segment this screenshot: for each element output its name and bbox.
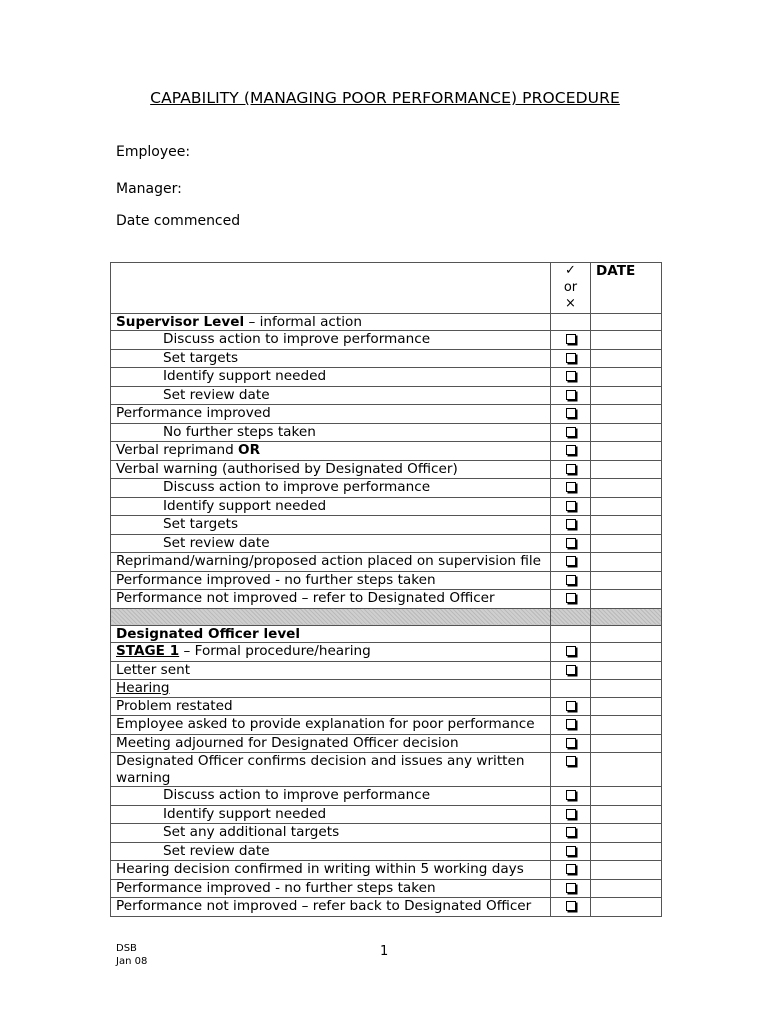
checkbox-icon[interactable] bbox=[566, 519, 576, 529]
step-label-segment: – Formal procedure/hearing bbox=[179, 643, 371, 659]
step-label-cell bbox=[111, 534, 551, 553]
date-cell[interactable] bbox=[591, 643, 662, 662]
step-label: Discuss action to improve performance bbox=[163, 331, 431, 347]
table-row bbox=[111, 460, 662, 479]
checkbox-icon[interactable] bbox=[566, 334, 576, 344]
date-cell[interactable] bbox=[591, 590, 662, 609]
checkbox-icon[interactable] bbox=[566, 883, 576, 893]
date-cell[interactable] bbox=[591, 879, 662, 898]
step-label-cell bbox=[111, 734, 551, 753]
tick-cell bbox=[551, 661, 591, 680]
date-cell[interactable] bbox=[591, 625, 662, 643]
step-label-segment: STAGE 1 bbox=[116, 643, 180, 659]
date-commenced-label: Date commenced bbox=[116, 213, 241, 229]
step-label: Hearing bbox=[116, 680, 170, 696]
checkbox-icon[interactable] bbox=[566, 353, 576, 363]
date-cell[interactable] bbox=[591, 405, 662, 424]
date-cell[interactable] bbox=[591, 697, 662, 716]
step-label: Set targets bbox=[163, 516, 239, 532]
table-row bbox=[111, 534, 662, 553]
checkbox-icon[interactable] bbox=[566, 846, 576, 856]
tick-cell bbox=[551, 349, 591, 368]
tick-cell bbox=[551, 625, 591, 643]
tick-cell bbox=[551, 516, 591, 535]
table-row bbox=[111, 331, 662, 350]
table-row bbox=[111, 753, 662, 787]
table-row bbox=[111, 590, 662, 609]
tick-cell bbox=[551, 331, 591, 350]
step-label-cell bbox=[111, 625, 551, 643]
checkbox-icon[interactable] bbox=[566, 701, 576, 711]
table-row bbox=[111, 824, 662, 843]
step-label: No further steps taken bbox=[163, 423, 316, 440]
step-label-cell bbox=[111, 787, 551, 806]
step-label-cell bbox=[111, 805, 551, 824]
step-label: Performance improved - no further steps taken bbox=[116, 879, 436, 896]
tick-cell bbox=[551, 824, 591, 843]
step-label: Discuss action to improve performance bbox=[163, 787, 431, 803]
date-cell[interactable] bbox=[591, 497, 662, 516]
table-row bbox=[111, 405, 662, 424]
table-row bbox=[111, 571, 662, 590]
step-label-cell bbox=[111, 571, 551, 590]
checkbox-icon[interactable] bbox=[566, 827, 576, 837]
tick-cell bbox=[551, 716, 591, 735]
date-cell[interactable] bbox=[591, 787, 662, 806]
step-label-cell bbox=[111, 661, 551, 680]
step-label-cell bbox=[111, 423, 551, 442]
checkbox-icon[interactable] bbox=[566, 575, 576, 585]
table-row bbox=[111, 661, 662, 680]
footer-date: Jan 08 bbox=[116, 956, 148, 967]
step-label: Performance not improved – refer to Designated Officer bbox=[116, 590, 495, 606]
tick-cell bbox=[551, 405, 591, 424]
date-cell[interactable] bbox=[591, 386, 662, 405]
table-row bbox=[111, 787, 662, 806]
tick-cell bbox=[551, 697, 591, 716]
step-label: Identify support needed bbox=[163, 368, 327, 384]
checkbox-icon[interactable] bbox=[566, 901, 576, 911]
table-row bbox=[111, 442, 662, 461]
step-label: Set review date bbox=[163, 386, 270, 403]
footer-code: DSB bbox=[116, 943, 137, 954]
step-label: Reprimand/warning/proposed action placed on supervision file bbox=[116, 553, 542, 569]
step-label: Performance not improved – refer back to Designated Officer bbox=[116, 898, 532, 914]
document-title: CAPABILITY (MANAGING POOR PERFORMANCE) PROCEDURE bbox=[150, 89, 620, 107]
table-row bbox=[111, 734, 662, 753]
tick-cell bbox=[551, 553, 591, 572]
date-cell[interactable] bbox=[591, 753, 662, 787]
tick-icon: ✓ bbox=[565, 263, 576, 278]
step-label: Designated Officer confirms decision and issues any written warning bbox=[116, 753, 525, 786]
checkbox-icon[interactable] bbox=[566, 482, 576, 492]
date-cell[interactable] bbox=[591, 571, 662, 590]
tick-cell bbox=[551, 805, 591, 824]
cross-icon: × bbox=[565, 296, 576, 311]
step-label-cell bbox=[111, 716, 551, 735]
employee-label: Employee: bbox=[116, 144, 191, 160]
checkbox-icon[interactable] bbox=[566, 864, 576, 874]
header-blank-cell bbox=[111, 263, 551, 314]
procedure-table bbox=[110, 262, 662, 917]
step-label-cell bbox=[111, 842, 551, 861]
date-cell[interactable] bbox=[591, 861, 662, 880]
footer-reference bbox=[116, 942, 147, 968]
tick-cell bbox=[551, 423, 591, 442]
tick-cell bbox=[551, 497, 591, 516]
manager-label: Manager: bbox=[116, 181, 182, 197]
date-cell[interactable] bbox=[591, 824, 662, 843]
checkbox-icon[interactable] bbox=[566, 371, 576, 381]
step-label-cell bbox=[111, 442, 551, 461]
date-cell[interactable] bbox=[591, 805, 662, 824]
checkbox-icon[interactable] bbox=[566, 445, 576, 455]
step-label: Problem restated bbox=[116, 697, 233, 714]
tick-cell bbox=[551, 386, 591, 405]
table-row bbox=[111, 697, 662, 716]
date-column-header: DATE bbox=[591, 263, 662, 314]
step-label-segment: Supervisor Level bbox=[116, 313, 245, 330]
table-row bbox=[111, 553, 662, 572]
step-label: Identify support needed bbox=[163, 497, 327, 514]
tick-cell bbox=[551, 534, 591, 553]
step-label: Letter sent bbox=[116, 661, 191, 678]
table-row bbox=[111, 313, 662, 331]
step-label-cell bbox=[111, 590, 551, 609]
tick-cell bbox=[551, 479, 591, 498]
step-label: Designated Officer level bbox=[116, 625, 301, 642]
date-cell[interactable] bbox=[591, 331, 662, 350]
checkbox-icon[interactable] bbox=[566, 538, 576, 548]
tick-cell bbox=[551, 608, 591, 625]
table-row bbox=[111, 680, 662, 698]
step-label-cell bbox=[111, 479, 551, 498]
step-label-cell bbox=[111, 824, 551, 843]
step-label-cell bbox=[111, 553, 551, 572]
date-cell[interactable] bbox=[591, 460, 662, 479]
step-label-segment: OR bbox=[238, 442, 261, 458]
checkbox-icon[interactable] bbox=[566, 756, 576, 766]
date-cell[interactable] bbox=[591, 368, 662, 387]
step-label-cell bbox=[111, 879, 551, 898]
date-cell[interactable] bbox=[591, 716, 662, 735]
step-label: Set review date bbox=[163, 534, 270, 551]
date-cell[interactable] bbox=[591, 608, 662, 625]
tick-cell bbox=[551, 442, 591, 461]
tick-cell bbox=[551, 753, 591, 787]
date-cell[interactable] bbox=[591, 349, 662, 368]
step-label-cell bbox=[111, 643, 551, 662]
date-cell[interactable] bbox=[591, 423, 662, 442]
step-label: Identify support needed bbox=[163, 805, 327, 822]
checkbox-icon[interactable] bbox=[566, 556, 576, 566]
table-row bbox=[111, 423, 662, 442]
step-label-cell bbox=[111, 861, 551, 880]
table-row bbox=[111, 349, 662, 368]
table-row bbox=[111, 842, 662, 861]
section-divider-row bbox=[111, 608, 662, 625]
step-label-cell bbox=[111, 680, 551, 698]
step-label: Employee asked to provide explanation for poor performance bbox=[116, 716, 535, 732]
table-row bbox=[111, 898, 662, 917]
step-label: Set targets bbox=[163, 349, 239, 366]
table-row bbox=[111, 879, 662, 898]
table-row bbox=[111, 625, 662, 643]
table-row bbox=[111, 805, 662, 824]
table-row bbox=[111, 516, 662, 535]
step-label: Performance improved - no further steps taken bbox=[116, 571, 436, 588]
tick-cell bbox=[551, 787, 591, 806]
table-row bbox=[111, 386, 662, 405]
step-label: Discuss action to improve performance bbox=[163, 479, 431, 495]
step-label-cell bbox=[111, 331, 551, 350]
tick-cell bbox=[551, 879, 591, 898]
date-cell[interactable] bbox=[591, 534, 662, 553]
date-cell[interactable] bbox=[591, 734, 662, 753]
tick-cell bbox=[551, 643, 591, 662]
step-label-cell bbox=[111, 753, 551, 787]
header-tick-or-cross-cell bbox=[551, 263, 591, 314]
checkbox-icon[interactable] bbox=[566, 738, 576, 748]
step-label: Set review date bbox=[163, 842, 270, 859]
step-label-segment: Verbal reprimand bbox=[116, 442, 239, 458]
step-label-cell bbox=[111, 368, 551, 387]
checkbox-icon[interactable] bbox=[566, 646, 576, 656]
date-cell[interactable] bbox=[591, 516, 662, 535]
step-label-cell bbox=[111, 898, 551, 917]
tick-cell bbox=[551, 313, 591, 331]
step-label-cell bbox=[111, 697, 551, 716]
date-cell[interactable] bbox=[591, 661, 662, 680]
checkbox-icon[interactable] bbox=[566, 427, 576, 437]
tick-cell bbox=[551, 368, 591, 387]
checkbox-icon[interactable] bbox=[566, 809, 576, 819]
tick-cell bbox=[551, 861, 591, 880]
step-label: Hearing decision confirmed in writing within 5 working days bbox=[116, 861, 524, 877]
tick-cell bbox=[551, 842, 591, 861]
checkbox-icon[interactable] bbox=[566, 593, 576, 603]
step-label: Performance improved bbox=[116, 405, 271, 421]
step-label: Verbal warning (authorised by Designated Officer) bbox=[116, 460, 458, 477]
table-header-row bbox=[111, 263, 662, 314]
tick-cell bbox=[551, 571, 591, 590]
checkbox-icon[interactable] bbox=[566, 408, 576, 418]
step-label-cell bbox=[111, 460, 551, 479]
table-row bbox=[111, 861, 662, 880]
tick-cell bbox=[551, 734, 591, 753]
or-label: or bbox=[563, 279, 578, 295]
step-label-cell bbox=[111, 349, 551, 368]
step-label-cell bbox=[111, 497, 551, 516]
step-label-cell bbox=[111, 608, 551, 625]
step-label-cell bbox=[111, 516, 551, 535]
tick-cell bbox=[551, 898, 591, 917]
table-row bbox=[111, 643, 662, 662]
step-label: Meeting adjourned for Designated Officer decision bbox=[116, 734, 459, 751]
checkbox-icon[interactable] bbox=[566, 790, 576, 800]
step-label-segment: – informal action bbox=[244, 313, 362, 330]
date-cell[interactable] bbox=[591, 313, 662, 331]
date-cell[interactable] bbox=[591, 479, 662, 498]
date-cell[interactable] bbox=[591, 553, 662, 572]
date-cell[interactable] bbox=[591, 898, 662, 917]
tick-cell bbox=[551, 680, 591, 698]
table-row bbox=[111, 716, 662, 735]
table-row bbox=[111, 497, 662, 516]
date-cell[interactable] bbox=[591, 442, 662, 461]
step-label: Set any additional targets bbox=[163, 824, 340, 840]
step-label-cell bbox=[111, 313, 551, 331]
checkbox-icon[interactable] bbox=[566, 719, 576, 729]
date-cell[interactable] bbox=[591, 680, 662, 698]
tick-cell bbox=[551, 590, 591, 609]
checkbox-icon[interactable] bbox=[566, 665, 576, 675]
checkbox-icon[interactable] bbox=[566, 464, 576, 474]
table-row bbox=[111, 368, 662, 387]
step-label-cell bbox=[111, 405, 551, 424]
checkbox-icon[interactable] bbox=[566, 501, 576, 511]
page-number: 1 bbox=[380, 944, 389, 959]
step-label-cell bbox=[111, 386, 551, 405]
tick-cell bbox=[551, 460, 591, 479]
checkbox-icon[interactable] bbox=[566, 390, 576, 400]
date-cell[interactable] bbox=[591, 842, 662, 861]
table-row bbox=[111, 479, 662, 498]
